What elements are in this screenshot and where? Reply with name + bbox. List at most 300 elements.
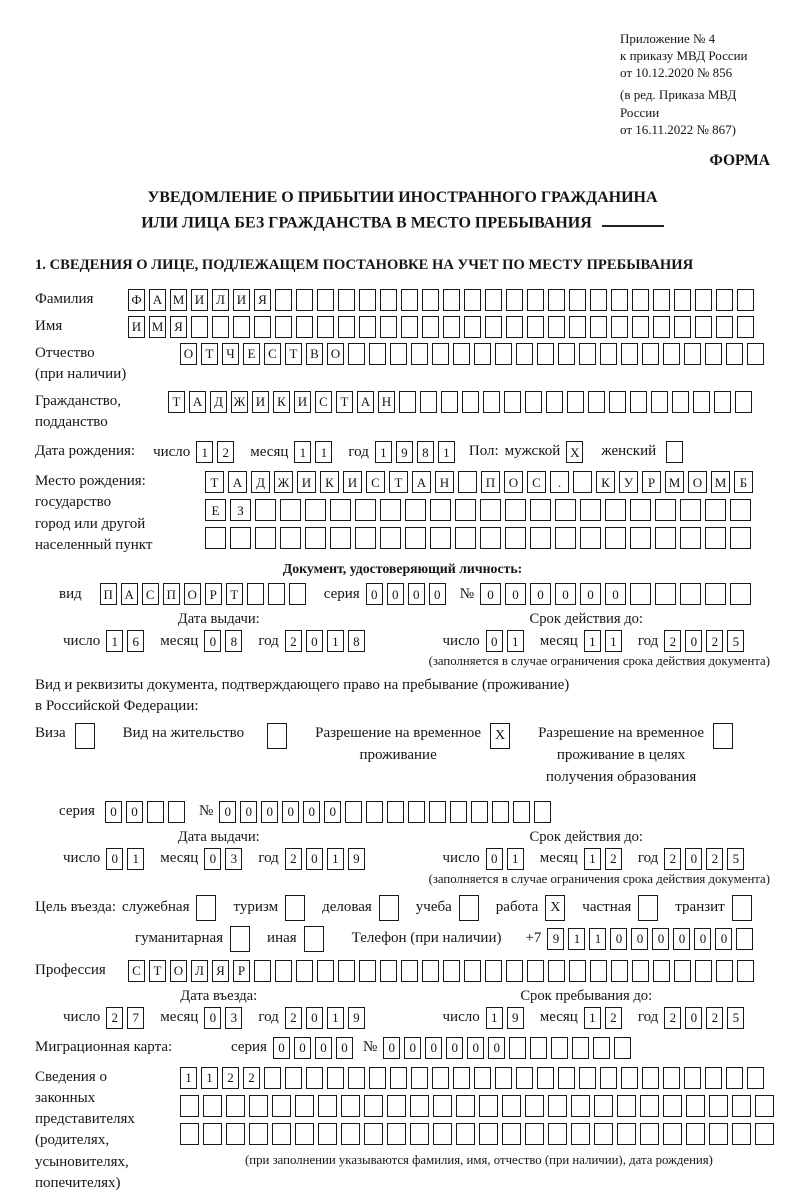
form-cell-empty [572,1037,589,1059]
form-cell-filled: Т [168,391,185,413]
form-cell-filled: Ф [128,289,145,311]
form-cell-filled: О [184,583,201,605]
citizenship-label-line: подданство [35,413,108,430]
form-cell-empty [594,1095,613,1117]
form-cell-empty [485,289,502,311]
form-cell-empty [405,499,426,521]
form-cell-empty [567,391,584,413]
form-cell-empty [600,1067,617,1089]
form-cell-empty [390,343,407,365]
form-cell-filled: И [297,471,316,493]
form-cell-empty [573,471,592,493]
form-cell-empty [640,1123,659,1145]
appendix-line: к приказу МВД России [620,48,748,64]
form-cell-empty [327,1067,344,1089]
form-cell-filled: С [315,391,332,413]
form-cell-empty [590,316,607,338]
form-cell-empty [732,895,752,921]
representatives-cells-3 [180,1123,778,1145]
form-cell-empty [730,527,751,549]
form-cell-filled: 2 [222,1067,239,1089]
form-cell-empty [369,343,386,365]
form-cell-filled: 0 [324,801,341,823]
form-cell-filled: К [320,471,339,493]
birth-place-cells-1 [205,471,757,493]
form-cell-filled: 0 [408,583,425,605]
form-cell-filled: 1 [584,1007,601,1029]
form-cell-empty [590,289,607,311]
form-cell-empty [345,801,362,823]
option-residence-permit [123,723,291,749]
phone-cells [547,928,757,950]
form-cell-filled: Ж [274,471,293,493]
form-cell-filled: Б [734,471,753,493]
form-cell-filled: 0 [126,801,143,823]
representatives-cells-1 [180,1067,778,1089]
year-cells [664,848,748,870]
form-cell-empty [716,289,733,311]
year-cells [285,848,369,870]
form-cell-empty [680,499,701,521]
form-cell-filled: 1 [507,630,524,652]
form-cell-filled: 3 [225,1007,242,1029]
form-cell-filled: П [100,583,117,605]
appendix-line: Приложение № 4 [620,31,716,46]
option-residence-permit-checkbox [267,723,291,749]
form-cell-filled: 1 [486,1007,503,1029]
residence-options-row [35,723,770,788]
form-cell-empty [730,583,751,605]
residence-valid-group [443,848,749,870]
form-cell-filled: 1 [327,630,344,652]
form-cell-empty [686,1123,705,1145]
form-cell-empty [359,289,376,311]
sex-label: Пол: [468,443,499,460]
day-label: число [153,443,191,460]
form-cell-empty [338,316,355,338]
form-cell-empty [548,1123,567,1145]
form-cell-empty [430,499,451,521]
form-cell-empty [611,960,628,982]
form-cell-empty [390,1067,407,1089]
form-cell-filled: 1 [568,928,585,950]
form-cell-empty [450,801,467,823]
form-cell-empty [433,1095,452,1117]
form-cell-empty [674,289,691,311]
form-cell-empty [630,499,651,521]
form-cell-filled: И [343,471,362,493]
form-cell-filled: 0 [303,801,320,823]
form-cell-empty [663,1067,680,1089]
form-cell-empty [600,343,617,365]
form-cell-empty [655,527,676,549]
residence-series-row [35,801,770,823]
form-cell-empty [674,316,691,338]
form-cell-filled: О [180,343,197,365]
form-cell-filled: 0 [383,1037,400,1059]
form-cell-empty [755,1123,774,1145]
form-cell-filled: 0 [631,928,648,950]
representatives-label [35,1067,180,1194]
purpose-option-label: деловая [322,899,372,916]
form-cell-empty [726,1067,743,1089]
birth-place-label-line: Место рождения: [35,473,146,490]
form-cell-empty [735,391,752,413]
sex-female-checkbox [666,441,687,463]
form-cell-empty [605,527,626,549]
form-cell-empty [632,960,649,982]
form-cell-filled: 9 [547,928,564,950]
form-cell-filled: 1 [375,441,392,463]
purpose-row-1 [35,895,770,921]
form-cell-filled: Н [435,471,454,493]
form-cell-empty [588,391,605,413]
name-label: Имя [35,318,63,335]
residence-issue-heading: Дата выдачи: [177,828,260,845]
form-cell-filled: А [357,391,374,413]
form-cell-empty [611,316,628,338]
citizenship-label-line: Гражданство, [35,392,122,409]
form-cell-empty [410,1123,429,1145]
form-cell-filled: 9 [348,1007,365,1029]
year-cells [285,630,369,652]
form-cell-empty [410,1095,429,1117]
form-cell-filled: Я [254,289,271,311]
form-cell-filled: 9 [507,1007,524,1029]
form-cell-empty [747,343,764,365]
form-cell-filled: Т [149,960,166,982]
form-cell-empty [684,343,701,365]
form-cell-empty [479,1123,498,1145]
form-cell-empty [348,343,365,365]
form-cell-filled: 1 [327,848,344,870]
form-cell-filled: 0 [240,801,257,823]
form-cell-empty [230,527,251,549]
form-cell-empty [456,1095,475,1117]
form-cell-empty [359,960,376,982]
form-cell-empty [609,391,626,413]
representatives-label-line: Сведения о [35,1068,107,1085]
form-cell-empty [580,499,601,521]
form-cell-empty [458,471,477,493]
form-cell-empty [737,316,754,338]
form-cell-filled: У [619,471,638,493]
form-cell-empty [737,960,754,982]
birth-place-cells-2 [205,499,757,521]
month-cells [584,848,626,870]
surname-cells [128,289,758,311]
form-cell-empty [558,343,575,365]
form-cell-filled: 9 [396,441,413,463]
form-cell-filled: И [294,391,311,413]
form-cell-empty [614,1037,631,1059]
form-cell-empty [380,316,397,338]
form-cell-empty [755,1095,774,1117]
form-cell-empty [268,583,285,605]
day-cells [486,848,528,870]
residence-note: (заполняется в случае ограничения срока действия документа) [428,871,770,886]
form-cell-empty [479,1095,498,1117]
form-cell-filled: 0 [488,1037,505,1059]
purpose-option-label: транзит [675,899,725,916]
form-cell-filled: М [665,471,684,493]
form-cell-empty [594,1123,613,1145]
form-cell-empty [632,289,649,311]
form-cell-filled: О [170,960,187,982]
form-cell-empty [275,289,292,311]
form-cell-empty [485,316,502,338]
month-label: месяц [160,1009,199,1026]
form-cell-empty [653,960,670,982]
year-label: год [258,1009,279,1026]
form-cell-empty [516,1067,533,1089]
purpose-option-unchecked [233,895,309,921]
form-cell-empty [555,499,576,521]
form-cell-filled: 5 [727,630,744,652]
form-cell-filled: 1 [127,848,144,870]
form-cell-empty [399,391,416,413]
form-cell-filled: 2 [706,848,723,870]
identity-doc-row [35,583,770,605]
option-visa-checkbox [75,723,99,749]
form-cell-filled: 1 [201,1067,218,1089]
purpose-option-unchecked [416,895,483,921]
form-cell-filled: А [412,471,431,493]
form-cell-filled: 0 [261,801,278,823]
identity-valid-half [403,630,771,652]
profession-label: Профессия [35,961,106,978]
option-residence-permit-label: Вид на жительство [122,725,245,742]
form-cell-filled: К [596,471,615,493]
form-cell-empty [264,1067,281,1089]
form-cell-empty [502,1123,521,1145]
title-line-1: УВЕДОМЛЕНИЕ О ПРИБЫТИИ ИНОСТРАННОГО ГРАЖДАНИНА [147,188,658,206]
form-cell-filled: 1 [196,441,213,463]
form-cell-filled: 1 [507,848,524,870]
patronymic-cells [180,343,768,365]
form-cell-filled: С [527,471,546,493]
year-cells [285,1007,369,1029]
form-cell-filled: 0 [273,1037,290,1059]
year-label: год [258,632,279,649]
profession-cells [128,960,758,982]
form-cell-filled: 8 [417,441,434,463]
form-cell-filled: П [481,471,500,493]
form-cell-filled: 0 [204,630,221,652]
form-cell-empty [317,316,334,338]
surname-label: Фамилия [35,291,94,308]
form-cell-empty [617,1095,636,1117]
day-label: число [63,850,101,867]
form-cell-empty [546,391,563,413]
form-cell-filled: И [233,289,250,311]
form-cell-empty [632,316,649,338]
form-cell-empty [709,1095,728,1117]
form-cell-filled: А [149,289,166,311]
month-label: месяц [539,632,578,649]
form-cell-filled: З [230,499,251,521]
form-cell-empty [317,289,334,311]
patronymic-label-line: Отчество [35,344,95,361]
form-cell-filled: 9 [348,848,365,870]
migration-series-cells [273,1037,357,1059]
form-cell-empty [495,343,512,365]
form-cell-empty [453,1067,470,1089]
form-cell-empty [275,960,292,982]
form-cell-filled: С [366,471,385,493]
form-cell-empty [672,391,689,413]
purpose-label: Цель въезда: [35,898,116,915]
form-cell-empty [530,527,551,549]
form-cell-empty [348,1067,365,1089]
residence-series-cells [105,801,189,823]
citizenship-label [35,391,168,434]
stay-until-half [403,1007,771,1029]
form-cell-empty [509,1037,526,1059]
form-cell-empty [255,527,276,549]
form-cell-empty [580,527,601,549]
form-cell-empty [226,1123,245,1145]
form-cell-empty [464,960,481,982]
identity-doc-heading: Документ, удостоверяющий личность: [282,561,523,577]
form-cell-empty [369,1067,386,1089]
identity-date-headings [35,611,770,628]
entry-date-group [63,1007,369,1029]
identity-issue-heading: Дата выдачи: [177,611,260,628]
birth-place-cells-3 [205,527,757,549]
form-cell-empty [364,1095,383,1117]
form-cell-filled: И [252,391,269,413]
identity-issue-group [63,630,369,652]
form-cell-empty [330,527,351,549]
form-cell-empty [226,1095,245,1117]
form-cell-filled: 2 [664,848,681,870]
representatives-label-line: (родителях, [35,1132,110,1149]
year-cells [664,1007,748,1029]
identity-type-cells [100,583,310,605]
form-cell-filled: Т [226,583,243,605]
identity-valid-group [443,630,749,652]
form-cell-empty [651,391,668,413]
form-cell-empty [726,343,743,365]
day-cells [106,1007,148,1029]
purpose-option-unchecked [122,895,221,921]
form-cell-empty [537,343,554,365]
representatives-cellrows [180,1067,778,1168]
purpose-option-unchecked [267,926,328,952]
form-cell-empty [254,960,271,982]
form-cell-filled: 0 [610,928,627,950]
form-cell-filled: 7 [127,1007,144,1029]
month-cells [584,1007,626,1029]
form-cell-empty [432,343,449,365]
form-cell-empty [296,289,313,311]
form-cell-filled: 0 [294,1037,311,1059]
form-cell-empty [455,499,476,521]
option-temp-residence [315,723,514,767]
form-cell-filled: 0 [306,630,323,652]
form-cell-empty [663,343,680,365]
day-label: число [442,1009,480,1026]
residence-issue-half [35,848,403,870]
form-cell-empty [462,391,479,413]
form-cell-filled: Д [210,391,227,413]
name-cells [128,316,758,338]
form-cell-filled: 1 [106,630,123,652]
identity-series-label: серия [323,585,360,602]
migration-card-label: Миграционная карта: [35,1038,173,1055]
form-cell-filled: П [163,583,180,605]
citizenship-row [35,391,770,434]
option-visa [35,723,99,749]
form-cell-empty [459,895,479,921]
form-cell-empty [285,1067,302,1089]
form-cell-filled: 1 [584,848,601,870]
year-label: год [348,443,369,460]
year-label: год [637,632,659,649]
form-cell-filled: 1 [589,928,606,950]
form-cell-filled: 2 [706,1007,723,1029]
form-cell-empty [504,391,521,413]
migration-card-row [35,1037,770,1059]
form-cell-filled: 0 [673,928,690,950]
form-cell-filled: И [128,316,145,338]
form-cell-empty [387,1123,406,1145]
birth-place-label [35,471,205,556]
identity-valid-heading: Срок действия до: [529,611,643,628]
identity-issue-half [35,630,403,652]
day-label: число [442,850,480,867]
month-label: месяц [250,443,289,460]
birth-place-label-line: город или другой [35,515,146,532]
residence-date-headings [35,829,770,846]
residence-valid-half [403,848,771,870]
form-cell-filled: 0 [366,583,383,605]
day-cells [486,630,528,652]
sex-male-checkbox [566,441,587,463]
year-label: год [637,850,659,867]
representatives-label-line: законных [35,1089,96,1106]
form-cell-empty [255,499,276,521]
form-cell-empty [296,316,313,338]
form-cell-filled: 5 [727,1007,744,1029]
form-cell-filled: 1 [605,630,622,652]
form-cell-filled: 0 [387,583,404,605]
form-cell-empty [341,1095,360,1117]
form-cell-empty [686,1095,705,1117]
sex-male-label: мужской [504,443,561,460]
form-cell-empty [579,1067,596,1089]
form-cell-empty [555,527,576,549]
form-cell-empty [714,391,731,413]
form-cell-empty [168,801,185,823]
form-cell-empty [569,960,586,982]
month-cells [294,441,336,463]
form-cell-filled: 0 [685,630,702,652]
form-cell-empty [318,1123,337,1145]
form-cell-filled: 1 [180,1067,197,1089]
form-cell-empty [180,1123,199,1145]
title-line-2-text: ИЛИ ЛИЦА БЕЗ ГРАЖДАНСТВА В МЕСТО ПРЕБЫВАНИЯ [141,214,592,232]
representatives-label-line: усыновителях, [35,1153,129,1170]
form-cell-empty [75,723,95,749]
residence-number-cells [219,801,555,823]
identity-type-label: вид [59,585,82,602]
form-cell-filled: 2 [664,630,681,652]
form-cell-filled: 0 [336,1037,353,1059]
form-cell-empty [513,801,530,823]
form-cell-empty [674,960,691,982]
